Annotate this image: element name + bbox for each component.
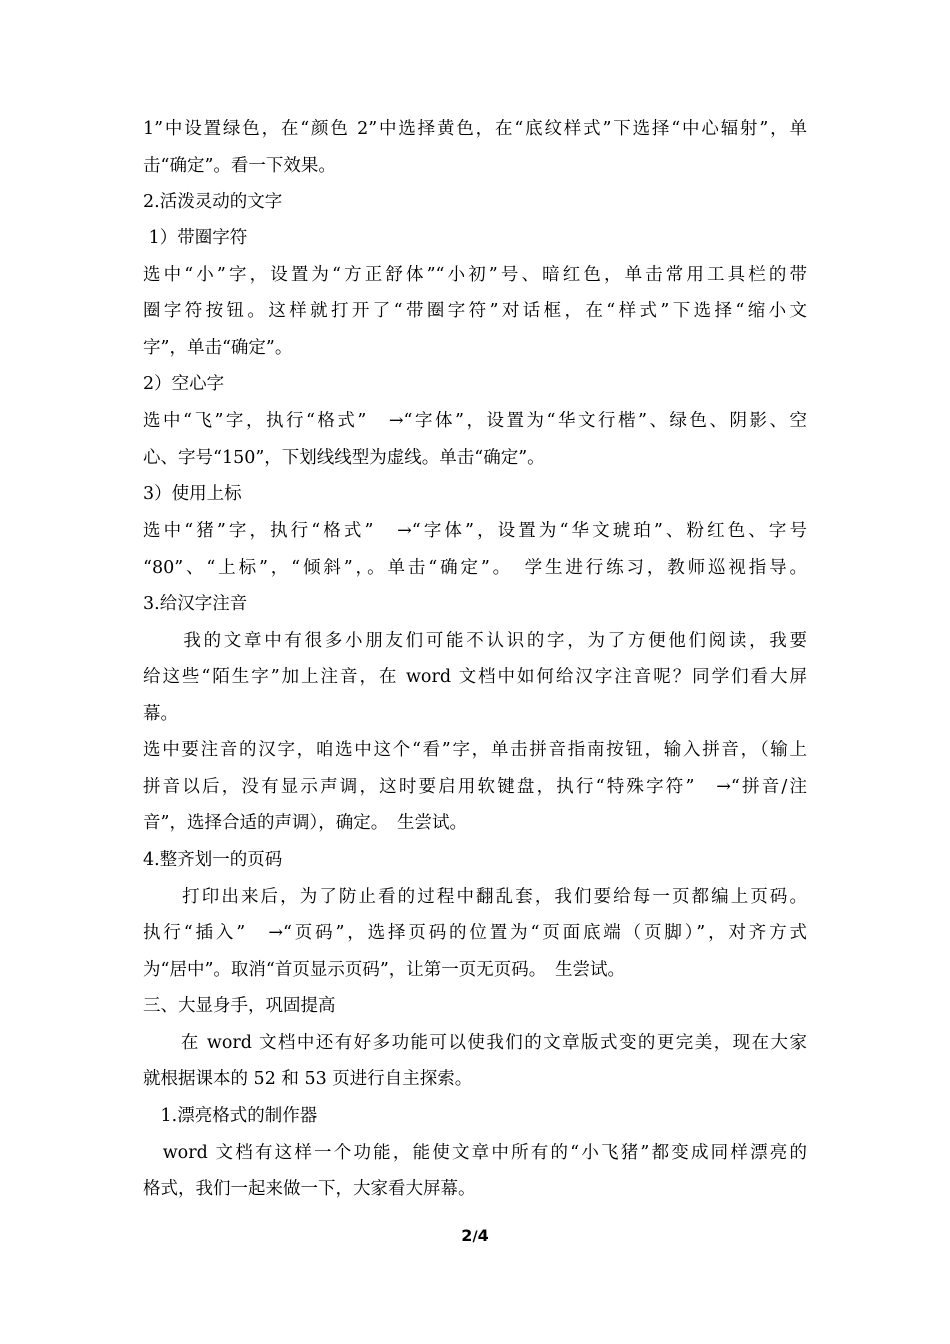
section-heading: 三、大显身手，巩固提高 xyxy=(143,996,336,1016)
subsection-heading: 1.漂亮格式的制作器 xyxy=(143,1106,318,1126)
text-line: “80”、“上标”，“倾斜”，。单击“确定”。 学生进行练习，教师巡视指导。 xyxy=(143,558,807,578)
page-number xyxy=(0,1224,950,1249)
text-line: 圈字符按钮。这样就打开了“带圈字符”对话框，在“样式”下选择“缩小文 xyxy=(143,301,807,321)
subsection-heading: 2）空心字 xyxy=(143,374,225,394)
text-line: 给这些“陌生字”加上注音，在 word 文档中如何给汉字注音呢？同学们看大屏 xyxy=(143,667,807,687)
text-line: 心、字号“150”，下划线线型为虚线。单击“确定”。 xyxy=(143,448,545,468)
text-line: 格式，我们一起来做一下，大家看大屏幕。 xyxy=(143,1179,476,1199)
text-line: 拼音以后，没有显示声调，这时要启用软键盘，执行“特殊字符” →“拼音/注 xyxy=(143,777,807,797)
text-line: 1”中设置绿色，在“颜色 2”中选择黄色，在“底纹样式”下选择“中心辐射”，单 xyxy=(143,119,807,139)
text-line: 就根据课本的 52 和 53 页进行自主探索。 xyxy=(143,1069,473,1089)
text-line: 选中“飞”字，执行“格式” →“字体”，设置为“华文行楷”、绿色、阴影、空 xyxy=(143,411,807,431)
text-line: 字”，单击“确定”。 xyxy=(143,338,293,358)
section-heading: 2.活泼灵动的文字 xyxy=(143,192,283,212)
subsection-heading: 3）使用上标 xyxy=(143,484,242,504)
section-heading: 3.给汉字注音 xyxy=(143,594,248,614)
page-separator: / xyxy=(472,1229,478,1245)
text-line: 在 word 文档中还有好多功能可以使我们的文章版式变的更完美，现在大家 xyxy=(143,1033,807,1053)
text-line: word 文档有这样一个功能，能使文章中所有的“小飞猪”都变成同样漂亮的 xyxy=(143,1143,807,1163)
text-line: 为“居中”。取消“首页显示页码”，让第一页无页码。 生尝试。 xyxy=(143,960,626,980)
text-line: 选中“猪”字，执行“格式” →“字体”，设置为“华文琥珀”、粉红色、字号 xyxy=(143,521,807,541)
subsection-heading: 1）带圈字符 xyxy=(143,228,248,248)
text-line: 选中要注音的汉字，咱选中这个“看”字，单击拼音指南按钮，输入拼音，（输上 xyxy=(143,740,807,760)
text-line: 我的文章中有很多小朋友们可能不认识的字，为了方便他们阅读，我要 xyxy=(143,631,807,651)
text-line: 幕。 xyxy=(143,704,178,724)
total-pages: 4 xyxy=(477,1226,489,1245)
text-line: 击“确定”。看一下效果。 xyxy=(143,156,336,176)
text-line: 打印出来后，为了防止看的过程中翻乱套，我们要给每一页都编上页码。 xyxy=(143,887,807,907)
text-line: 音”，选择合适的声调），确定。 生尝试。 xyxy=(143,813,467,833)
text-line: 执行“插入” →“页码”，选择页码的位置为“页面底端（页脚）”，对齐方式 xyxy=(143,923,807,943)
text-line: 选中“小”字，设置为“方正舒体”“小初”号、暗红色，单击常用工具栏的带 xyxy=(143,265,807,285)
current-page: 2 xyxy=(461,1226,473,1245)
section-heading: 4.整齐划一的页码 xyxy=(143,850,283,870)
